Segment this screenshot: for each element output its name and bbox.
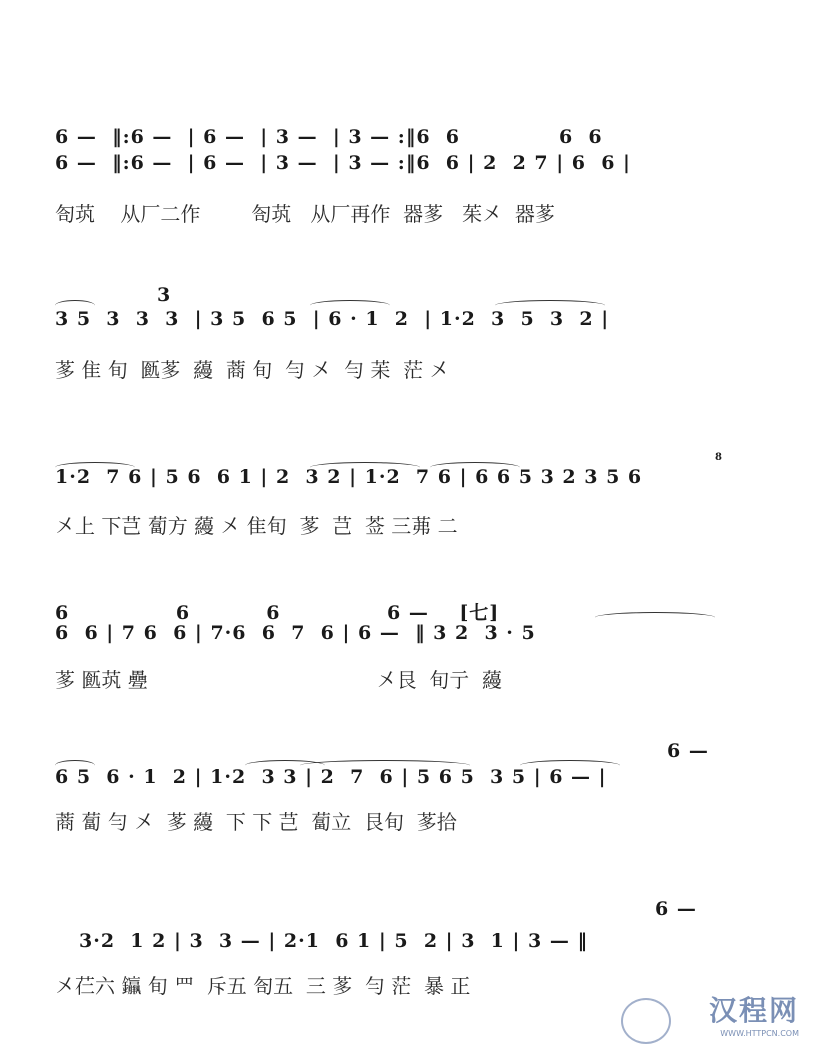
line-5-tablature: 蔏 蔔 勻 㐅 茤 蘰 下 下 芑 蔔立 艮旬 茤拾 (55, 810, 457, 834)
line-4-lower-notes: 6 6 | 7 6 6 | 7·6 6 7 6 | 6 — ‖ 3 2 3 · 5 (55, 622, 536, 644)
line-6-tablature: 㐅芢六 𨰠 旬 罒 斥五 匌五 三 茤 勻 茫 暴 正 (55, 974, 471, 998)
line-3-tablature: 㐅上 下芑 蔔方 蘰 㐅 隹旬 茤 芑 莶 三茀 二 (55, 514, 458, 538)
line-2-top-mark: 3 (157, 284, 172, 306)
line-3-top-mark: 8 (715, 452, 723, 463)
line-4-tie-1 (595, 612, 715, 623)
line-5-notes: 6 5 6 · 1 2 | 1·2 3 3 | 2 7 6 | 5 6 5 3 5 | 6 — | (55, 766, 607, 788)
watermark-url: WWW.HTTPCN.COM (720, 1029, 799, 1038)
line-4-upper-notes: 6 6 6 6 — [七] (55, 602, 500, 624)
line-5-top-mark: 6 — (667, 740, 709, 762)
line-1-upper-notes: 6 — ‖:6 — | 6 — | 3 — | 3 — :‖6 6 6 6 (55, 126, 603, 148)
line-3-notes: 1·2 7 6 | 5 6 6 1 | 2 3 2 | 1·2 7 6 | 6 6 5 3 2 3 5 6 (55, 466, 643, 488)
line-4-tablature: 茤 㔲茿 疉 㐅艮 旬亍 蘰 (55, 668, 503, 692)
line-6-top-mark: 6 — (655, 898, 697, 920)
line-2-tablature: 茤 隹 旬 㔲茤 蘰 蔏 旬 勻 㐅 勻 苿 茫 㐅 (55, 358, 450, 382)
watermark-logo-icon (621, 998, 671, 1044)
watermark (709, 989, 799, 1038)
watermark-brand: 汉程网 (708, 994, 799, 1027)
line-1-tablature: 匌茿 从厂二作 匌茿 从厂再作 器茤 茱㐅 器茤 (55, 202, 555, 226)
line-1-lower-notes: 6 — ‖:6 — | 6 — | 3 — | 3 — :‖6 6 | 2 2 7 | 6 6 | (55, 152, 631, 174)
line-6-notes: 3·2 1 2 | 3 3 — | 2·1 6 1 | 5 2 | 3 1 | 3 — ‖ (79, 930, 588, 952)
line-2-notes: 3 5 3 3 3 | 3 5 6 5 | 6 · 1 2 | 1·2 3 5 3 2 | (55, 308, 610, 330)
